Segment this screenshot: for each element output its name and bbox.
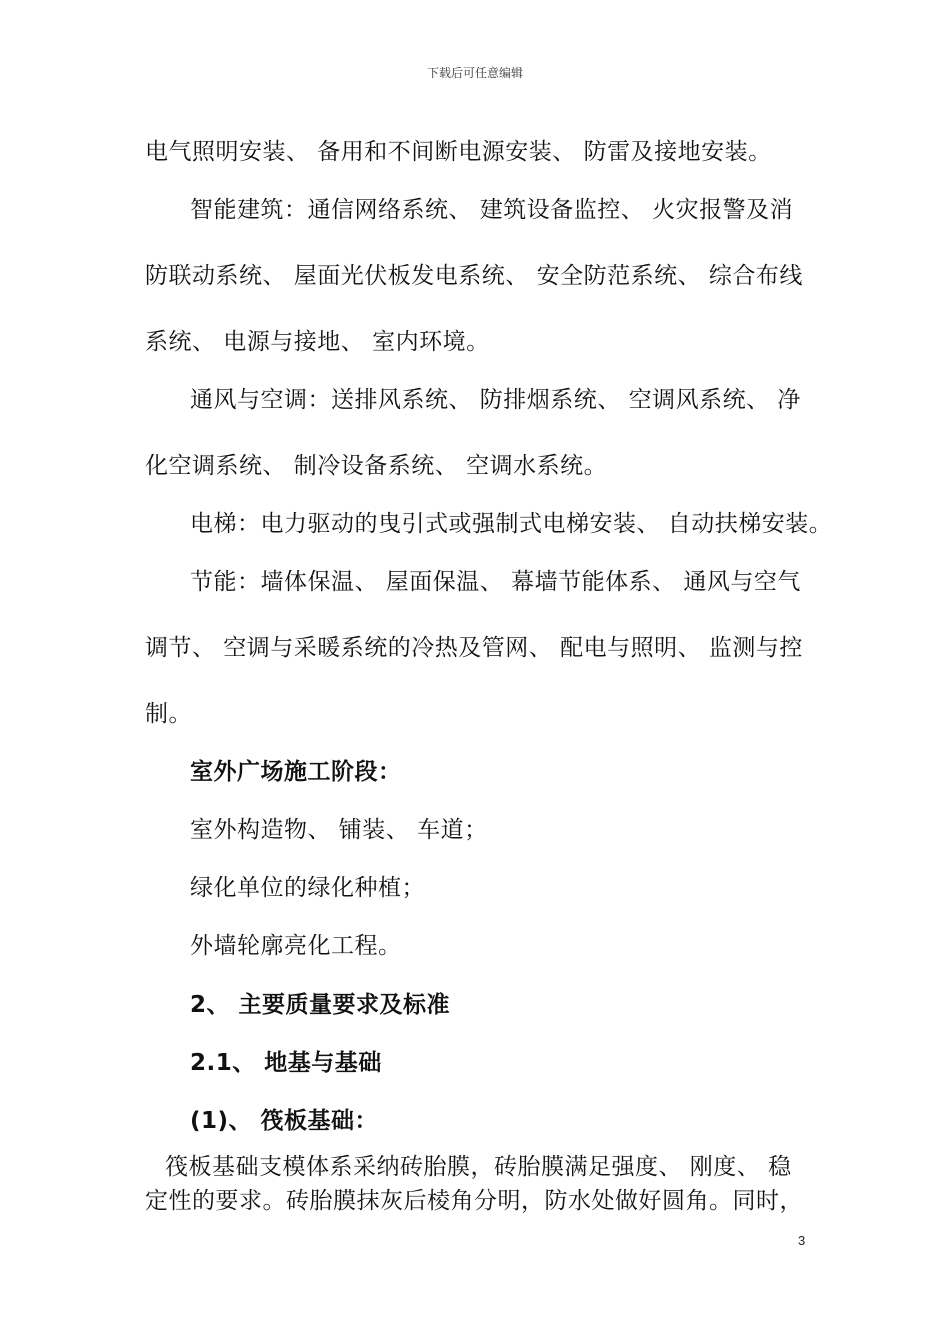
paragraph-line: 节能：墙体保温、 屋面保温、 幕墙节能体系、 通风与空气 <box>190 569 801 595</box>
paragraph-line: 防联动系统、 屋面光伏板发电系统、 安全防范系统、 综合布线 <box>145 263 803 289</box>
paragraph-line: 化空调系统、 制冷设备系统、 空调水系统。 <box>145 453 608 479</box>
subsection-heading: 2.1、 地基与基础 <box>190 1050 382 1076</box>
paragraph-line: 外墙轮廓亮化工程。 <box>190 933 402 959</box>
subsection-heading: (1)、 筏板基础： <box>190 1108 379 1134</box>
paragraph-line: 室外构造物、 铺装、 车道； <box>190 817 488 843</box>
paragraph-line: 筏板基础支模体系采纳砖胎膜，砖胎膜满足强度、 刚度、 稳 <box>165 1154 792 1180</box>
page-header: 下载后可任意编辑 <box>426 66 523 80</box>
page-number: 3 <box>798 1233 806 1248</box>
paragraph-line: 调节、 空调与采暖系统的冷热及管网、 配电与照明、 监测与控 <box>145 635 803 661</box>
section-heading: 室外广场施工阶段： <box>190 759 402 785</box>
paragraph-line: 通风与空调：送排风系统、 防排烟系统、 空调风系统、 净 <box>190 387 801 413</box>
paragraph-line: 制。 <box>145 701 192 727</box>
section-heading: 2、 主要质量要求及标准 <box>190 992 451 1018</box>
paragraph-line: 电梯：电力驱动的曳引式或强制式电梯安装、 自动扶梯安装。 <box>190 511 833 537</box>
paragraph-line: 定性的要求。砖胎膜抹灰后棱角分明，防水处做好圆角。同时， <box>145 1188 803 1214</box>
paragraph-line: 电气照明安装、 备用和不间断电源安装、 防雷及接地安装。 <box>145 139 772 165</box>
paragraph-line: 系统、 电源与接地、 室内环境。 <box>145 329 490 355</box>
paragraph-line: 绿化单位的绿化种植； <box>190 875 425 901</box>
paragraph-line: 智能建筑：通信网络系统、 建筑设备监控、 火灾报警及消 <box>190 197 794 223</box>
